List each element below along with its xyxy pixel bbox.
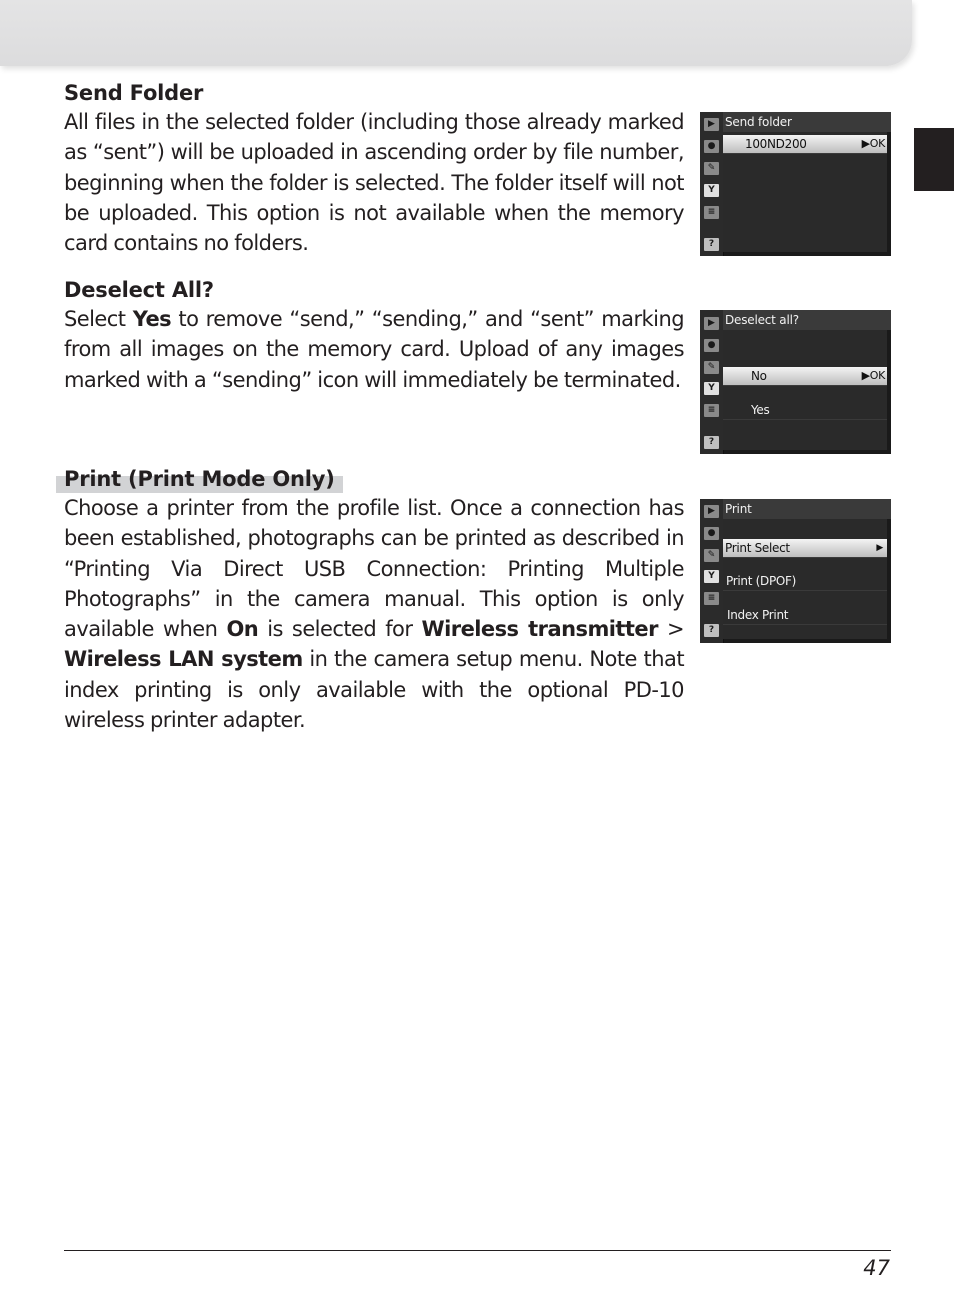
- body-text: Choose a printer from the profile list. Once a connection has been established, photographs can be printed as described in “Printing Via Direct USB Connection: Printing Multiple Photographs” in the camera manual. This option is only available when: [64, 496, 684, 642]
- help-icon: ?: [704, 238, 719, 251]
- custom-settings-icon: ✎: [704, 361, 719, 374]
- menu-row[interactable]: [723, 539, 887, 558]
- screen-title: Send folder: [723, 112, 891, 132]
- section-body: [64, 304, 684, 395]
- heading-highlight: Print (Print Mode Only): [64, 465, 343, 493]
- menu-row[interactable]: [723, 401, 887, 420]
- camera-screen-deselect-all: [700, 310, 891, 454]
- screen-content: [723, 132, 887, 252]
- section-body: All files in the selected folder (including those already marked as “sent”) will be uploaded in ascending order by file number, beginning when the folder is selected. The folder itself will not be uploaded. This option is not available when the memory card contains no folders.: [64, 110, 684, 256]
- shooting-icon: ●: [704, 527, 719, 540]
- body-text: Select: [64, 307, 133, 331]
- section-print: [64, 465, 684, 735]
- body-bold: Wireless transmitter: [421, 617, 658, 642]
- setup-icon: Y: [704, 570, 719, 583]
- page-number: 47: [863, 1256, 890, 1280]
- menu-row[interactable]: [723, 606, 887, 625]
- menu-row-label: Print (DPOF): [726, 574, 797, 588]
- recent-settings-icon: ≡: [704, 404, 719, 417]
- custom-settings-icon: ✎: [704, 162, 719, 175]
- body-separator: >: [657, 617, 684, 642]
- shooting-icon: ●: [704, 339, 719, 352]
- help-icon: ?: [704, 436, 719, 449]
- body-text: to remove “send,” “sending,” and “sent” marking from all images on the memory card. Upload of any images marked with a “sending” icon will immediately be terminated.: [64, 307, 684, 392]
- menu-icon-bar: [700, 112, 724, 256]
- custom-settings-icon: ✎: [704, 549, 719, 562]
- body-text: in the camera setup menu. Note that index printing is only available with the optional PD-10 wireless printer adapter.: [64, 647, 685, 733]
- menu-row-label: Yes: [751, 403, 770, 417]
- body-bold: Wireless LAN system: [64, 647, 303, 672]
- body-bold: On: [226, 617, 259, 642]
- menu-row-ok: ▶OK: [861, 369, 885, 382]
- setup-icon: Y: [704, 184, 719, 197]
- playback-icon: ▶: [704, 505, 719, 518]
- camera-screen-print: [700, 499, 891, 643]
- chapter-tab: [914, 128, 954, 191]
- menu-row-ok: ▶OK: [861, 137, 885, 150]
- setup-icon: Y: [704, 382, 719, 395]
- shooting-icon: ●: [704, 140, 719, 153]
- recent-settings-icon: ≡: [704, 206, 719, 219]
- screen-content: [723, 519, 887, 639]
- menu-row-label: No: [751, 369, 767, 383]
- playback-icon: ▶: [704, 118, 719, 131]
- body-bold: Yes: [132, 307, 172, 331]
- section-body: [64, 493, 684, 735]
- section-send-folder: [64, 79, 684, 258]
- menu-icon-bar: [700, 310, 724, 454]
- header-band: [0, 0, 912, 66]
- section-heading: [64, 465, 684, 493]
- section-heading: Send Folder: [64, 81, 204, 105]
- footer-rule: [64, 1250, 891, 1251]
- menu-row-label: Index Print: [727, 608, 789, 622]
- section-deselect-all: [64, 276, 684, 395]
- menu-row-label: Print Select: [725, 541, 790, 555]
- menu-row[interactable]: [723, 572, 887, 591]
- screen-content: [723, 330, 887, 450]
- screen-title: Print: [723, 499, 891, 519]
- help-icon: ?: [704, 624, 719, 637]
- camera-screen-send-folder: [700, 112, 891, 256]
- playback-icon: ▶: [704, 317, 719, 330]
- screen-title: Deselect all?: [723, 310, 891, 330]
- menu-row[interactable]: [723, 367, 887, 386]
- menu-icon-bar: [700, 499, 724, 643]
- menu-row[interactable]: [723, 135, 887, 154]
- body-text: is selected for: [258, 617, 422, 642]
- chevron-right-icon: ▶: [876, 543, 883, 553]
- section-heading: Deselect All?: [64, 278, 214, 302]
- recent-settings-icon: ≡: [704, 592, 719, 605]
- menu-row-label: 100ND200: [745, 137, 807, 151]
